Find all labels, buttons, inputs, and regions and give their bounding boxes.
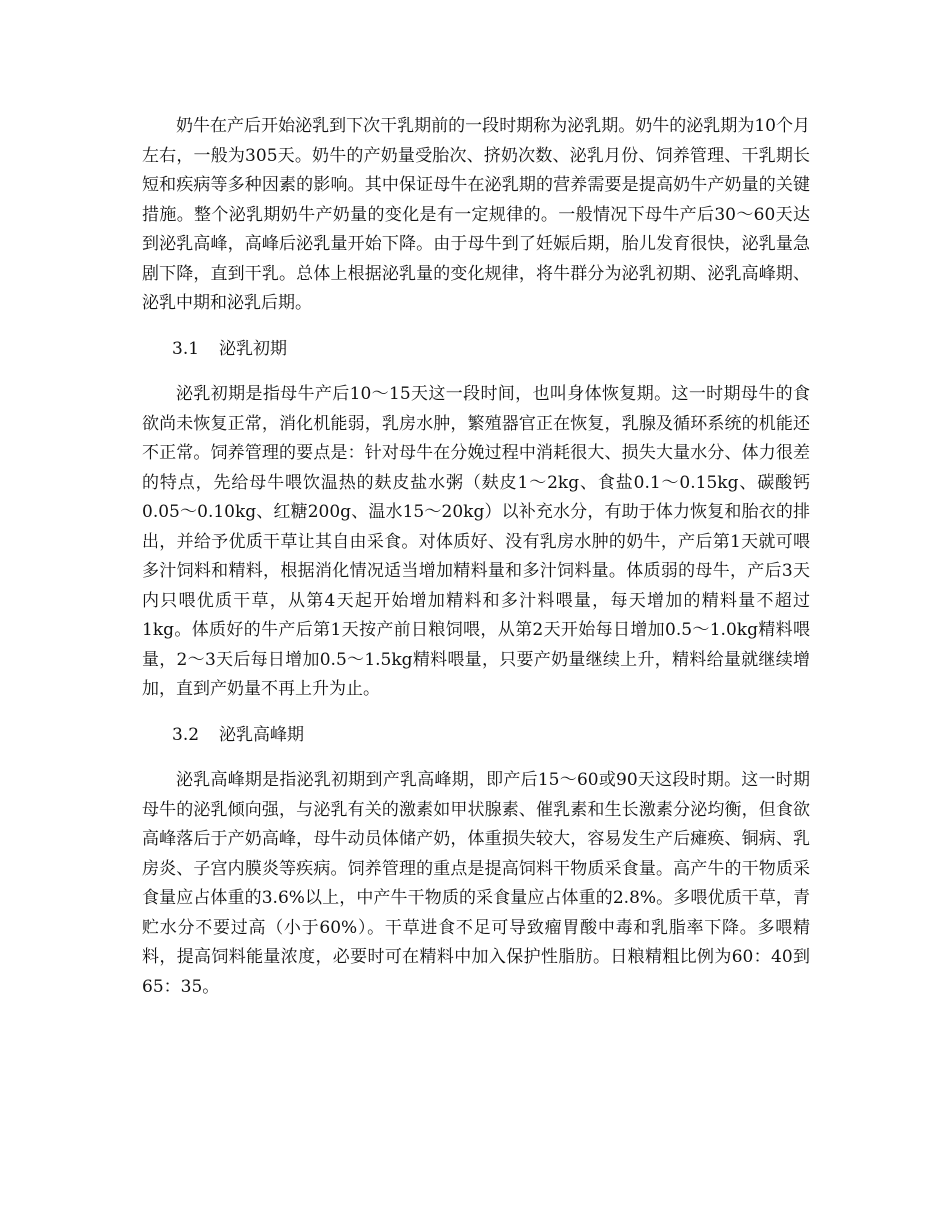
section-title: 泌乳高峰期	[219, 724, 304, 745]
section-paragraph-3-2: 泌乳高峰期是指泌乳初期到产乳高峰期，即产后15～60或90天这段时期。这一时期母牛的泌乳倾向强，与泌乳有关的激素如甲状腺素、催乳素和生长激素分泌均衡，但食欲高峰落后于产奶高峰，母牛动员体储产奶，体重损失较大，容易发生产后瘫痪、铜病、乳房炎、子宫内膜炎等疾病。饲养管理的重点是提高饲料干物质采食量。高产牛的干物质采食量应占体重的3.6%以上，中产牛干物质的采食量应占体重的2.8%。多喂优质干草，青贮水分不要过高（小于60%）。干草进食不足可导致瘤胃酸中毒和乳脂率下降。多喂精料，提高饲料能量浓度，必要时可在精料中加入保护性脂肪。日粮精粗比例为60：40到65：35。	[142, 770, 810, 997]
section-number: 3.2	[172, 724, 200, 745]
document-body	[142, 112, 810, 1002]
section-heading-3-2	[172, 721, 810, 751]
intro-paragraph: 奶牛在产后开始泌乳到下次干乳期前的一段时期称为泌乳期。奶牛的泌乳期为10个月左右，一般为305天。奶牛的产奶量受胎次、挤奶次数、泌乳月份、饲养管理、干乳期长短和疾病等多种因素的影响。其中保证母牛在泌乳期的营养需要是提高奶牛产奶量的关键措施。整个泌乳期奶牛产奶量的变化是有一定规律的。一般情况下母牛产后30～60天达到泌乳高峰，高峰后泌乳量开始下降。由于母牛到了妊娠后期，胎儿发育很快，泌乳量急剧下降，直到干乳。总体上根据泌乳量的变化规律，将牛群分为泌乳初期、泌乳高峰期、泌乳中期和泌乳后期。	[142, 116, 810, 313]
section-number: 3.1	[172, 338, 200, 359]
section-paragraph-3-1: 泌乳初期是指母牛产后10～15天这一段时间，也叫身体恢复期。这一时期母牛的食欲尚未恢复正常，消化机能弱，乳房水肿，繁殖器官正在恢复，乳腺及循环系统的机能还不正常。饲养管理的要点是：针对母牛在分娩过程中消耗很大、损失大量水分、体力很差的特点，先给母牛喂饮温热的麸皮盐水粥（麸皮1～2kg、食盐0.1～0.15kg、碳酸钙0.05～0.10kg、红糖200g、温水15～20kg）以补充水分，有助于体力恢复和胎衣的排出，并给予优质干草让其自由采食。对体质好、没有乳房水肿的奶牛，产后第1天就可喂多汁饲料和精料，根据消化情况适当增加精料量和多汁饲料量。体质弱的母牛，产后3天内只喂优质干草，从第4天起开始增加精料和多汁料喂量，每天增加的精料量不超过1kg。体质好的牛产后第1天按产前日粮饲喂，从第2天开始每日增加0.5～1.0kg精料喂量，2～3天后每日增加0.5～1.5kg精料喂量，只要产奶量继续上升，精料给量就继续增加，直到产奶量不再上升为止。	[142, 384, 810, 699]
section-title: 泌乳初期	[219, 338, 287, 359]
section-heading-3-1	[172, 335, 810, 365]
